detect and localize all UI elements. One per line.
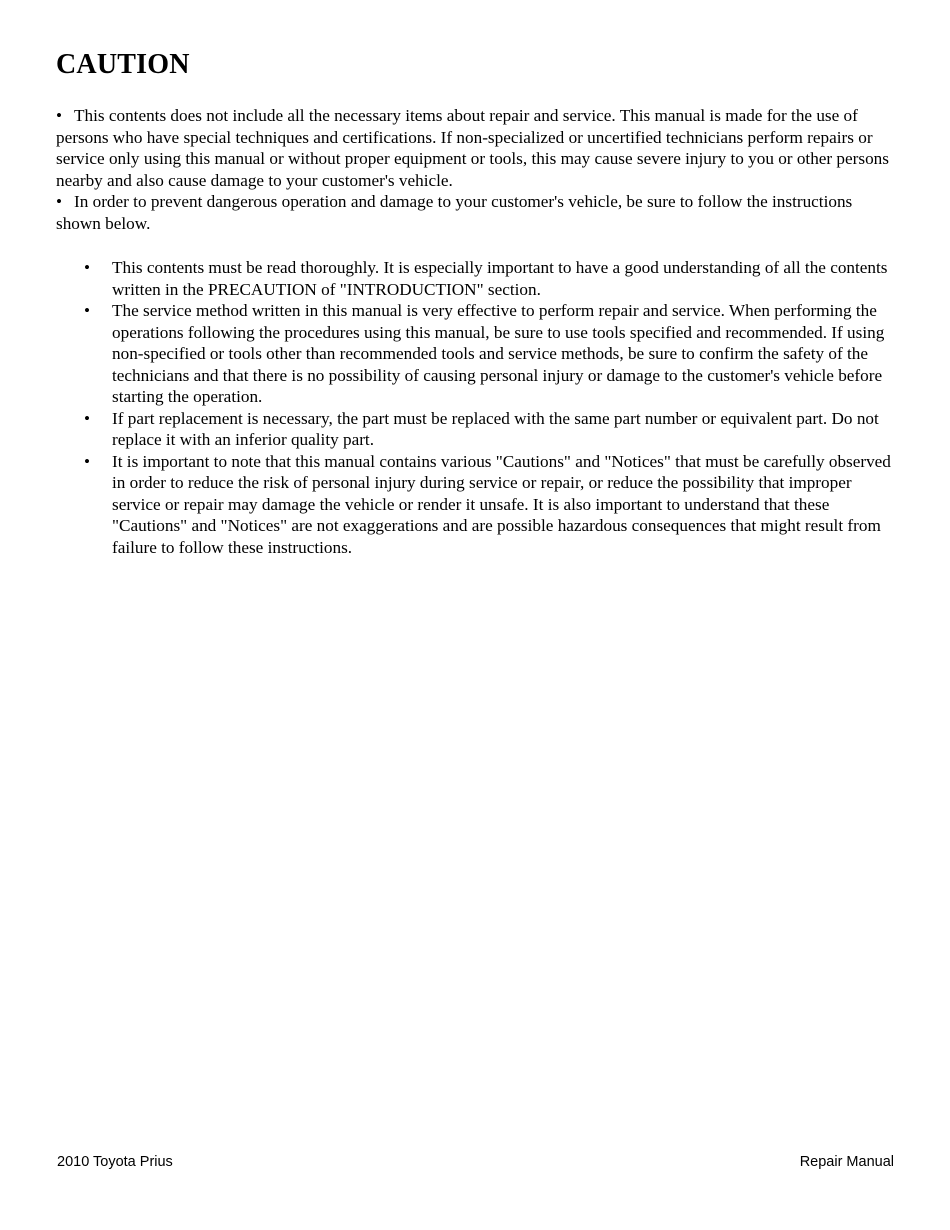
list-item	[56, 451, 896, 559]
list-item-text: This contents must be read thoroughly. It is especially important to have a good understanding of all the contents written in the PRECAUTION of "INTRODUCTION" section.	[112, 258, 888, 299]
footer-right-text: Repair Manual	[799, 1154, 894, 1170]
list-bullet: •	[84, 408, 91, 428]
intro-paragraph-text: In order to prevent dangerous operation and damage to your customer's vehicle, be sure to follow the instructions shown below.	[56, 192, 853, 233]
list-bullet: •	[84, 258, 91, 277]
list-item	[56, 257, 896, 300]
intro-bullet: •	[56, 192, 63, 211]
intro-paragraph	[56, 191, 896, 234]
list-bullet: •	[84, 301, 91, 320]
footer-left-text: 2010 Toyota Prius	[57, 1154, 173, 1170]
list-item-text: It is important to note that this manual contains various "Cautions" and "Notices" that must be carefully observed in order to reduce the risk of personal injury during service or repair, or reduce the possibility that improper service or repair may damage the vehicle or render it unsafe. It is also important to understand that these "Cautions" and "Notices" are not exaggerations and are possible hazardous consequences that might result from failure to follow these instructions.	[112, 451, 891, 557]
list-item	[56, 408, 896, 451]
intro-paragraph	[56, 105, 896, 191]
list-item-text: The service method written in this manual is very effective to perform repair and service. When performing the operations following the procedures using this manual, be sure to use tools specified and recommended. If using non-specified or tools other than recommended tools and service methods, be sure to confirm the safety of the technicians and that there is no possibility of causing personal injury or damage to the customer's vehicle before starting the operation.	[112, 301, 885, 406]
instructions-list	[56, 257, 896, 558]
intro-section	[56, 105, 896, 234]
intro-bullet: •	[56, 106, 63, 125]
list-item	[56, 300, 896, 408]
intro-paragraph-text: This contents does not include all the necessary items about repair and service. This manual is made for the use of persons who have special techniques and certifications. If non-specialized or uncertified technicians perform repairs or service only using this manual or without proper equipment or tools, this may cause severe injury to you or other persons nearby and also cause damage to your customer's vehicle.	[56, 106, 889, 190]
list-item-text: If part replacement is necessary, the part must be replaced with the same part number or equivalent part. Do not replace it with an inferior quality part.	[112, 408, 879, 449]
list-bullet: •	[84, 451, 91, 471]
page-title: CAUTION	[56, 49, 190, 80]
